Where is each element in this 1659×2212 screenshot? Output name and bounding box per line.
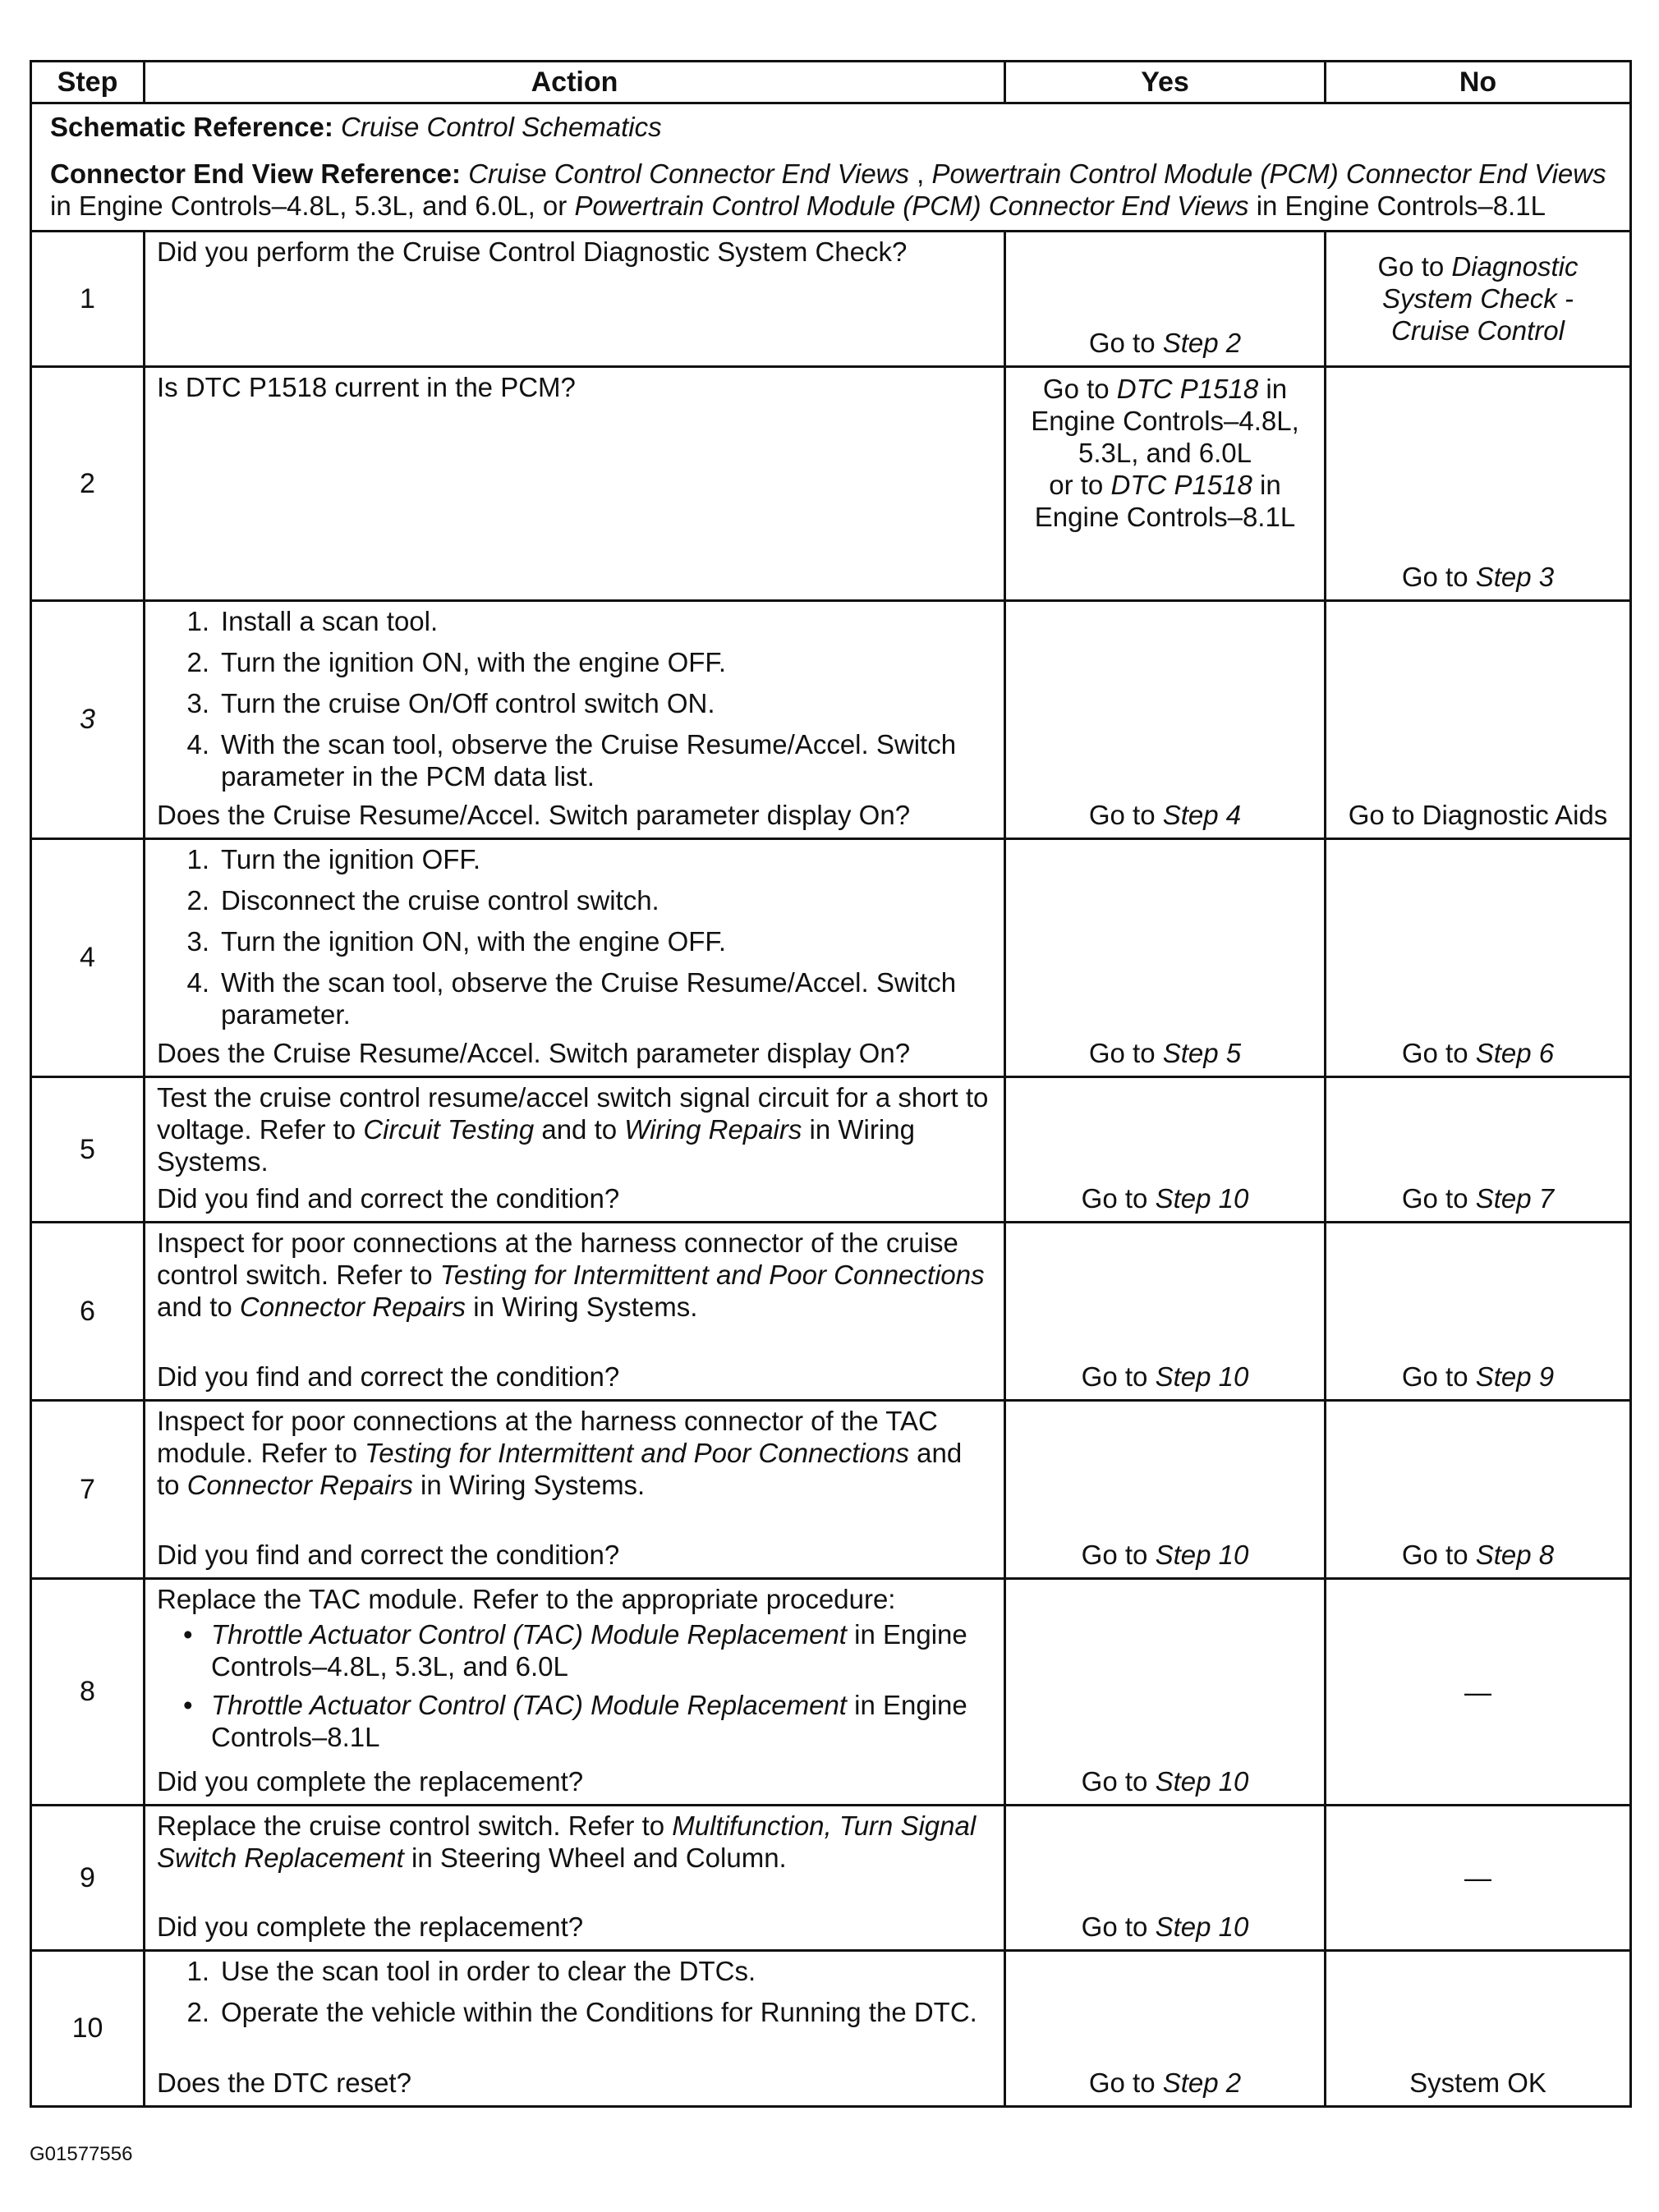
no-cell [1326, 1223, 1631, 1401]
no-text: Go to [1401, 1183, 1476, 1214]
connector-reference-link-2[interactable]: Powertrain Control Module (PCM) Connector End Views [931, 158, 1606, 189]
step-number: 6 [31, 1223, 145, 1401]
reference-link[interactable]: Testing for Intermittent and Poor Connections [365, 1438, 909, 1468]
reference-row [31, 103, 1631, 232]
list-item: 1. Use the scan tool in order to clear the DTCs. [186, 1956, 756, 1986]
connector-reference-text-1: , [909, 158, 932, 189]
list-item: 3. Turn the cruise On/Off control switch ON. [186, 688, 715, 718]
yes-link[interactable]: Step 10 [1155, 1183, 1249, 1214]
reference-link[interactable]: Wiring Repairs [624, 1114, 802, 1145]
schematic-reference [50, 111, 1611, 143]
list-item: 2. Operate the vehicle within the Conditions for Running the DTC. [186, 1997, 977, 2027]
yes-link[interactable]: DTC P1518 [1110, 470, 1252, 500]
question: Did you find and correct the condition? [157, 1361, 620, 1392]
yes-link[interactable]: Step 2 [1162, 328, 1242, 358]
action-text: in Wiring Systems. [412, 1470, 646, 1500]
yes-cell [1005, 839, 1326, 1077]
list-item-text: With the scan tool, observe the Cruise Resume/Accel. Switch parameter. [221, 967, 957, 1030]
action-cell [145, 1401, 1005, 1579]
list-item-text: Turn the ignition ON, with the engine OFF. [221, 647, 727, 677]
reference-link[interactable]: Throttle Actuator Control (TAC) Module Replacement [211, 1619, 847, 1650]
no-cell [1326, 839, 1631, 1077]
no-result: System OK [1409, 2067, 1546, 2098]
action-text: Test the cruise control resume/accel switch signal circuit for a short to voltage. Refer to [157, 1082, 989, 1145]
no-text: Go to [1401, 1038, 1476, 1068]
yes-text: Go to [1088, 2067, 1163, 2098]
step-number: 3 [31, 601, 145, 839]
yes-cell [1005, 1223, 1326, 1401]
reference-link[interactable]: Throttle Actuator Control (TAC) Module Replacement [211, 1690, 847, 1720]
yes-link[interactable]: Step 5 [1162, 1038, 1242, 1068]
action-text: in Engine Controls–4.8L, 5.3L, and 6.0L [211, 1619, 967, 1682]
action-text: in Wiring Systems. [157, 1114, 915, 1177]
action-text: in Engine Controls–8.1L [211, 1690, 967, 1752]
table-row [31, 1951, 1631, 2107]
yes-text: Go to [1088, 1038, 1163, 1068]
step-number: 1 [31, 232, 145, 367]
procedure-list [157, 1618, 990, 1753]
yes-link[interactable]: Step 4 [1162, 800, 1242, 830]
question: Does the Cruise Resume/Accel. Switch parameter display On? [157, 800, 911, 830]
yes-cell [1005, 1401, 1326, 1579]
yes-text: in Engine Controls–8.1L [1034, 470, 1296, 532]
step-number: 4 [31, 839, 145, 1077]
connector-reference [50, 158, 1611, 222]
no-cell [1326, 1951, 1631, 2107]
reference-link[interactable]: Circuit Testing [363, 1114, 535, 1145]
list-item-text: Operate the vehicle within the Conditions for Running the DTC. [221, 1997, 977, 2027]
action-text: and to [157, 1438, 963, 1500]
list-item-text: Use the scan tool in order to clear the DTCs. [221, 1956, 756, 1986]
question: Is DTC P1518 current in the PCM? [157, 372, 576, 402]
figure-id: G01577556 [30, 2143, 133, 2165]
yes-text: Go to [1081, 1183, 1156, 1214]
no-cell [1326, 1077, 1631, 1223]
no-link[interactable]: Step 6 [1475, 1038, 1555, 1068]
list-item: 1. Turn the ignition OFF. [186, 844, 481, 874]
yes-link[interactable]: Step 10 [1155, 1911, 1249, 1942]
no-cell [1326, 367, 1631, 601]
instruction-list [157, 1955, 990, 2028]
table-row [31, 1579, 1631, 1806]
no-text: Go to [1401, 1540, 1476, 1570]
action-cell [145, 232, 1005, 367]
schematic-reference-link[interactable]: Cruise Control Schematics [341, 112, 662, 142]
list-item [157, 1689, 990, 1753]
reference-cell [31, 103, 1631, 232]
table-row [31, 601, 1631, 839]
reference-link[interactable]: Multifunction, Turn Signal Switch Replacement [157, 1810, 977, 1873]
instruction-list [157, 605, 990, 792]
list-item-text: Turn the ignition ON, with the engine OFF. [221, 926, 727, 957]
yes-text: Go to [1088, 328, 1163, 358]
question: Does the Cruise Resume/Accel. Switch parameter display On? [157, 1038, 911, 1068]
action-text: Replace the cruise control switch. Refer to [157, 1810, 673, 1841]
no-text: Go to [1377, 251, 1452, 282]
list-item: 4. With the scan tool, observe the Cruise Resume/Accel. Switch parameter. [186, 967, 957, 1030]
step-number: 9 [31, 1806, 145, 1951]
no-cell [1326, 1806, 1631, 1951]
header-action: Action [145, 62, 1005, 103]
no-link[interactable]: Step 9 [1475, 1361, 1555, 1392]
no-link[interactable]: Step 3 [1475, 562, 1555, 592]
list-item: 2. Turn the ignition ON, with the engine OFF. [186, 647, 727, 677]
no-dash: — [1464, 1677, 1491, 1707]
reference-link[interactable]: Connector Repairs [239, 1292, 466, 1322]
table-row [31, 1401, 1631, 1579]
table-row [31, 367, 1631, 601]
action-text: and to [157, 1292, 240, 1322]
list-item: 4. With the scan tool, observe the Cruise Resume/Accel. Switch parameter in the PCM data list. [186, 729, 957, 792]
question: Did you find and correct the condition? [157, 1183, 620, 1214]
instruction-list [157, 843, 990, 1030]
bullet-icon: • [183, 1690, 193, 1720]
yes-cell [1005, 1077, 1326, 1223]
list-item-text: Turn the cruise On/Off control switch ON. [221, 688, 715, 718]
diagnostic-table [30, 60, 1632, 2108]
no-cell [1326, 1401, 1631, 1579]
action-cell [145, 1077, 1005, 1223]
reference-link[interactable]: Connector Repairs [186, 1470, 413, 1500]
no-cell [1326, 232, 1631, 367]
yes-link[interactable]: Step 10 [1155, 1766, 1249, 1797]
yes-link[interactable]: Step 10 [1155, 1361, 1249, 1392]
table-header-row [31, 62, 1631, 103]
action-text: Replace the TAC module. Refer to the appropriate procedure: [157, 1584, 896, 1614]
table-row [31, 232, 1631, 367]
step-number: 8 [31, 1579, 145, 1806]
no-link[interactable]: Step 7 [1475, 1183, 1555, 1214]
yes-cell [1005, 601, 1326, 839]
action-text: Inspect for poor connections at the harness connector of the cruise control switch. Refer to [157, 1228, 958, 1290]
connector-reference-label: Connector End View Reference: [50, 158, 462, 189]
action-cell [145, 1951, 1005, 2107]
question: Does the DTC reset? [157, 2067, 411, 2098]
yes-link[interactable]: Step 2 [1162, 2067, 1242, 2098]
action-text: in Wiring Systems. [466, 1292, 698, 1322]
yes-cell [1005, 232, 1326, 367]
list-item-text: Turn the ignition OFF. [221, 844, 481, 874]
connector-reference-text-3: in Engine Controls–8.1L [1248, 190, 1546, 221]
yes-cell [1005, 367, 1326, 601]
yes-text: or to [1049, 470, 1111, 500]
list-item [157, 1618, 990, 1682]
table-row [31, 1223, 1631, 1401]
header-step: Step [31, 62, 145, 103]
yes-text: Go to [1081, 1361, 1156, 1392]
table-row [31, 839, 1631, 1077]
yes-link[interactable]: DTC P1518 [1116, 374, 1259, 404]
action-cell [145, 839, 1005, 1077]
yes-text: Go to [1081, 1911, 1156, 1942]
question: Did you find and correct the condition? [157, 1540, 620, 1570]
no-text: Go to [1401, 562, 1476, 592]
action-cell [145, 1806, 1005, 1951]
action-text: and to [534, 1114, 625, 1145]
step-number: 5 [31, 1077, 145, 1223]
list-item: 1. Install a scan tool. [186, 606, 439, 636]
yes-cell [1005, 1951, 1326, 2107]
no-link[interactable]: Go to Diagnostic Aids [1348, 800, 1608, 830]
step-number: 7 [31, 1401, 145, 1579]
yes-text: Go to [1042, 374, 1117, 404]
connector-reference-link-3[interactable]: Powertrain Control Module (PCM) Connector End Views [574, 190, 1249, 221]
connector-reference-text-2: in Engine Controls–4.8L, 5.3L, and 6.0L, or [50, 190, 575, 221]
action-cell [145, 1579, 1005, 1806]
action-text: in Steering Wheel and Column. [403, 1843, 787, 1873]
header-no: No [1326, 62, 1631, 103]
list-item-text: Disconnect the cruise control switch. [221, 885, 659, 916]
header-yes: Yes [1005, 62, 1326, 103]
reference-link[interactable]: Testing for Intermittent and Poor Connections [439, 1260, 985, 1290]
no-cell [1326, 601, 1631, 839]
yes-cell [1005, 1806, 1326, 1951]
bullet-icon: • [183, 1619, 193, 1650]
table-row [31, 1806, 1631, 1951]
action-cell [145, 601, 1005, 839]
no-link[interactable]: Step 8 [1475, 1540, 1555, 1570]
schematic-reference-label: Schematic Reference: [50, 112, 333, 142]
no-dash: — [1464, 1862, 1491, 1893]
yes-text: Go to [1081, 1540, 1156, 1570]
yes-text: in Engine Controls–4.8L, 5.3L, and 6.0L [1031, 374, 1299, 468]
question: Did you perform the Cruise Control Diagnostic System Check? [157, 236, 908, 267]
action-text: Inspect for poor connections at the harness connector of the TAC module. Refer to [157, 1406, 938, 1468]
question: Did you complete the replacement? [157, 1766, 584, 1797]
connector-reference-link-1[interactable]: Cruise Control Connector End Views [468, 158, 910, 189]
no-text: Go to [1401, 1361, 1476, 1392]
yes-text: Go to [1081, 1766, 1156, 1797]
list-item-text: With the scan tool, observe the Cruise Resume/Accel. Switch parameter in the PCM data list. [221, 729, 957, 792]
question: Did you complete the replacement? [157, 1911, 584, 1942]
action-cell [145, 367, 1005, 601]
action-cell [145, 1223, 1005, 1401]
list-item: 2. Disconnect the cruise control switch. [186, 885, 659, 916]
step-number: 10 [31, 1951, 145, 2107]
no-cell [1326, 1579, 1631, 1806]
step-number: 2 [31, 367, 145, 601]
yes-link[interactable]: Step 10 [1155, 1540, 1249, 1570]
yes-cell [1005, 1579, 1326, 1806]
list-item: 3. Turn the ignition ON, with the engine OFF. [186, 926, 727, 957]
no-link[interactable]: Diagnostic System Check - Cruise Control [1382, 251, 1579, 346]
list-item-text: Install a scan tool. [221, 606, 439, 636]
table-row [31, 1077, 1631, 1223]
yes-text: Go to [1088, 800, 1163, 830]
